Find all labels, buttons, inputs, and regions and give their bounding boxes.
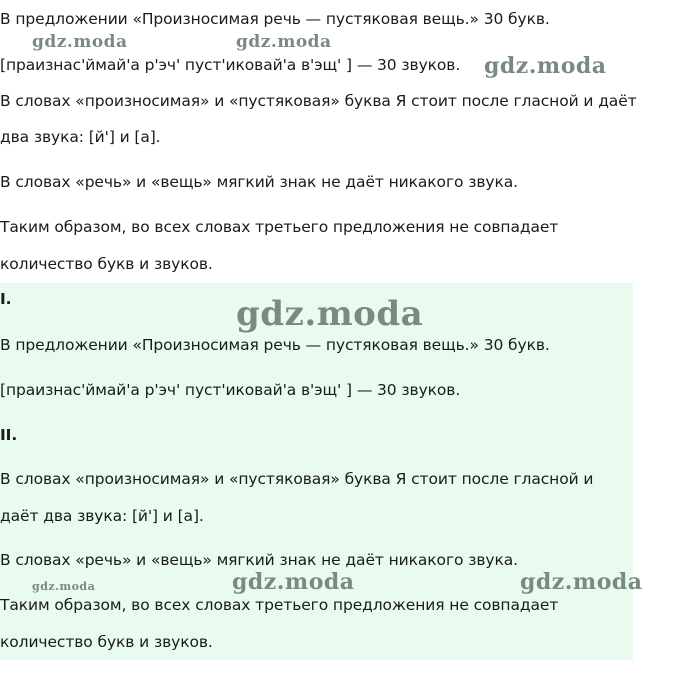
panel-paragraph-2: [праизнас'ймай'а р'эч' пуст'иковай'а в'эщ' ] — 30 звуков. [0,381,461,399]
watermark-logo: gdz.moda [484,53,607,79]
section-heading-2: II. [0,426,18,444]
watermark-logo: gdz.moda [32,580,96,593]
section-heading-1: I. [0,290,12,308]
top-line-1: В предложении «Произносимая речь — пустяковая вещь.» 30 букв. [0,10,550,28]
watermark-logo: gdz.moda [236,32,332,52]
panel-paragraph-3a: В словах «произносимая» и «пустяковая» буква Я стоит после гласной и [0,470,594,488]
panel-paragraph-1: В предложении «Произносимая речь — пустяковая вещь.» 30 букв. [0,336,550,354]
watermark-logo: gdz.moda [236,294,424,334]
panel-paragraph-5a: Таким образом, во всех словах третьего предложения не совпадает [0,596,559,614]
top-line-4: два звука: [й'] и [а]. [0,128,161,146]
top-line-7: количество букв и звуков. [0,255,213,273]
watermark-logo: gdz.moda [520,569,643,595]
panel-paragraph-5b: количество букв и звуков. [0,633,213,651]
watermark-logo: gdz.moda [232,569,355,595]
top-line-6: Таким образом, во всех словах третьего предложения не совпадает [0,218,559,236]
top-line-2: [праизнас'ймай'а р'эч' пуст'иковай'а в'эщ' ] — 30 звуков. [0,56,461,74]
top-line-3: В словах «произносимая» и «пустяковая» буква Я стоит после гласной и даёт [0,92,637,110]
top-line-5: В словах «речь» и «вещь» мягкий знак не даёт никакого звука. [0,173,518,191]
watermark-logo: gdz.moda [32,32,128,52]
panel-paragraph-4: В словах «речь» и «вещь» мягкий знак не даёт никакого звука. [0,551,518,569]
panel-paragraph-3b: даёт два звука: [й'] и [а]. [0,507,204,525]
